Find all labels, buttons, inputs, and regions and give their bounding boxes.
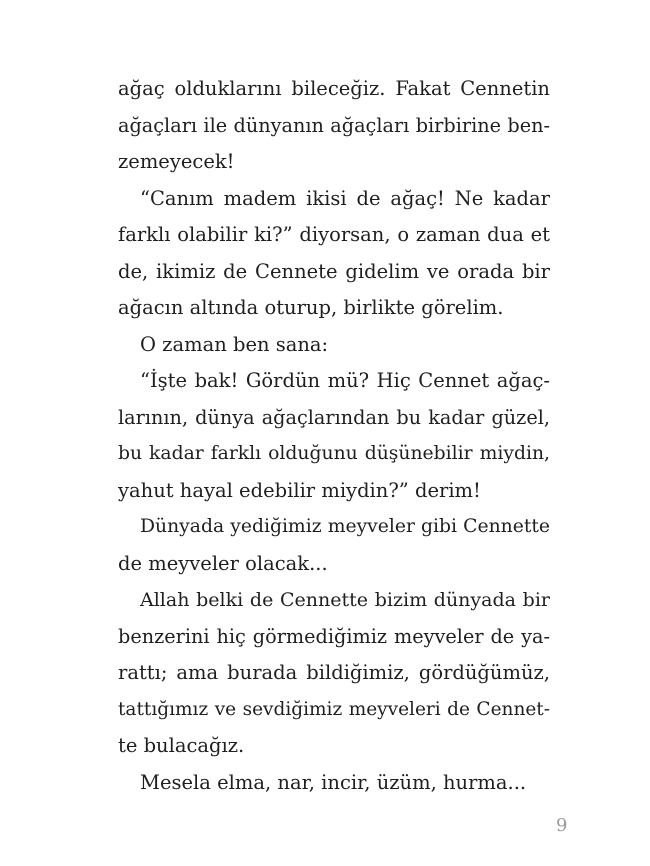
text-line: “Canım madem ikisi de ağaç! Ne kadar: [140, 186, 550, 210]
text-line: “İşte bak! Gördün mü? Hiç Cennet ağaç-: [140, 369, 550, 392]
body-text: [118, 71, 550, 801]
text-line: O zaman ben sana:: [140, 332, 329, 356]
text-line: yahut hayal edebilir miydin?” derim!: [118, 478, 481, 502]
text-line: de meyveler olacak...: [118, 551, 328, 575]
text-line: Dünyada yediğimiz meyveler gibi Cennette: [140, 516, 550, 537]
text-line: de, ikimiz de Cennete gidelim ve orada bir: [118, 259, 550, 283]
text-line: ağaçları ile dünyanın ağaçları birbirine ben-: [118, 113, 550, 137]
text-line: rattı; ama burada bildiğimiz, gördüğümüz,: [118, 661, 550, 684]
text-line: Allah belki de Cennette bizim dünyada bir: [140, 589, 550, 611]
text-line: tattığımız ve sevdiğimiz meyveleri de Cennet-: [118, 698, 550, 720]
text-line: Mesela elma, nar, incir, üzüm, hurma...: [140, 770, 527, 794]
text-line: farklı olabilir ki?” diyorsan, o zaman dua et: [118, 223, 550, 246]
text-line: te bulacağız.: [118, 734, 245, 757]
page-number: 9: [556, 815, 568, 836]
text-line: ağaç olduklarını bileceğiz. Fakat Cennetin: [118, 77, 550, 100]
text-line: zemeyecek!: [118, 150, 235, 173]
text-line: bu kadar farklı olduğunu düşünebilir miydin,: [118, 443, 550, 464]
text-line: larının, dünya ağaçlarından bu kadar güzel,: [118, 405, 550, 429]
text-line: benzerini hiç görmediğimiz meyveler de ya-: [118, 624, 550, 648]
text-line: ağacın altında oturup, birlikte görelim.: [118, 296, 504, 319]
